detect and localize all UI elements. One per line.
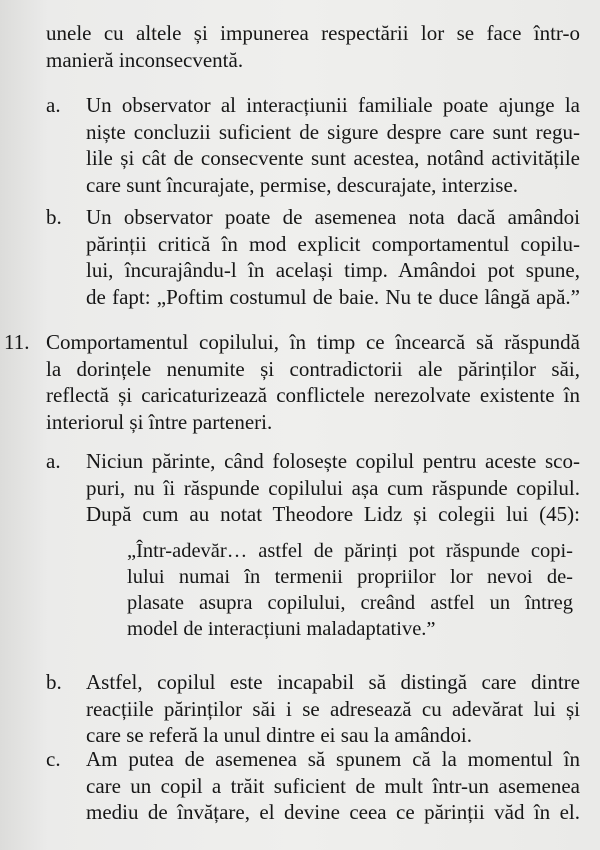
text-line: care un copil a trăit suficient de mult într-un asemenea [86, 773, 580, 798]
text-line: interiorul și între parteneri. [46, 409, 273, 434]
list-marker-a: a. [46, 93, 61, 117]
text-line: puri, nu îi răspunde copilului așa cum răspunde copilul. [86, 475, 580, 500]
text-line: plasate asupra copilului, creând astfel un întreg [127, 592, 573, 614]
text-line: „Într-adevăr… astfel de părinți pot răspunde copi- [127, 540, 573, 562]
item-b-paragraph [86, 204, 580, 310]
text-line: Am putea de asemenea să spunem că la momentul în [86, 747, 580, 771]
list-marker-11: 11. [4, 330, 30, 354]
item-b-paragraph [86, 669, 580, 749]
item-a-paragraph [86, 448, 580, 528]
list-marker-b: b. [46, 670, 62, 694]
text-line: Un observator al interacțiunii familiale poate ajunge la [86, 93, 580, 117]
text-line: care se referă la unul dintre ei sau la amândoi. [86, 723, 472, 747]
text-line: Comportamentul copilului, în timp ce încearcă să răspundă [46, 330, 580, 354]
text-line: După cum au notat Theodore Lidz și colegii lui (45): [86, 502, 580, 526]
intro-paragraph [46, 20, 580, 73]
block-quote [127, 538, 573, 642]
text-line: care sunt încurajate, permise, descurajate, interzise. [86, 172, 519, 197]
text-line: Un observator poate de asemenea nota dacă amândoi [86, 205, 580, 229]
text-line: unele cu altele și impunerea respectării lor se face într-o [46, 21, 580, 45]
item-c-paragraph [86, 746, 580, 826]
text-line: manieră inconsecventă. [46, 47, 244, 72]
text-line: Astfel, copilul este incapabil să distingă care dintre [86, 670, 580, 694]
text-line: niște concluzii suficient de sigure despre care sunt regu- [86, 119, 580, 144]
text-line: model de interacțiuni maladaptative.” [127, 618, 436, 640]
text-line: lui, încurajându-l în același timp. Amândoi pot spune, [86, 258, 580, 282]
text-line: la dorințele nenumite și contradictorii ale părinților săi, [46, 356, 580, 381]
item-a-paragraph [86, 92, 580, 198]
text-line: mediu de învățare, el devine ceea ce părinții văd în el. [86, 800, 580, 824]
text-line: reflectă și caricaturizează conflictele nerezolvate existente în [46, 383, 580, 407]
item-11-paragraph [46, 329, 580, 435]
text-line: de fapt: „Poftim costumul de baie. Nu te duce lângă apă.” [86, 284, 580, 309]
text-line: reacțiile părinților săi i se adresează cu adevărat lui și [86, 696, 580, 721]
list-marker-b: b. [46, 205, 62, 229]
list-marker-c: c. [46, 747, 61, 771]
text-line: lului numai în termenii propriilor lor nevoi de- [127, 566, 573, 588]
text-line: lile și cât de consecvente sunt acestea, notând activitățile [86, 146, 580, 170]
text-line: părinții critică în mod explicit comportamentul copilu- [86, 231, 580, 256]
text-line: Niciun părinte, când folosește copilul pentru aceste sco- [86, 449, 580, 473]
list-marker-a: a. [46, 449, 61, 473]
